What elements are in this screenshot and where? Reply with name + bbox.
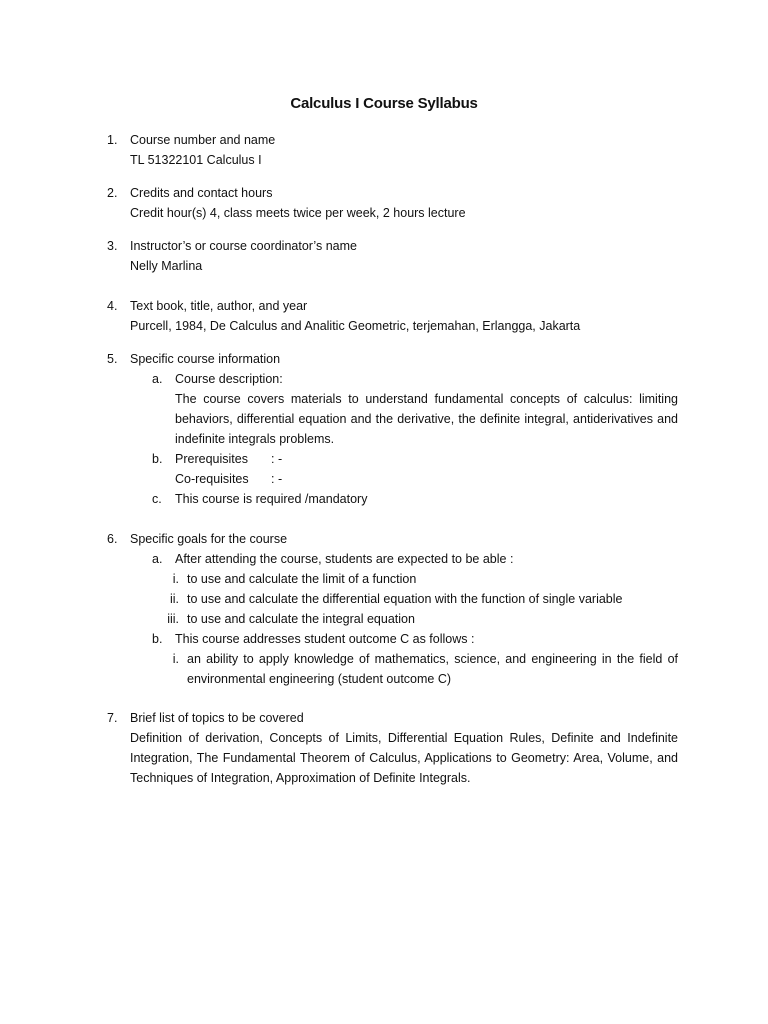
item-6-heading: Specific goals for the course — [130, 532, 288, 546]
item-5b-marker: b. — [152, 452, 163, 466]
goal-iii-text: to use and calculate the integral equation — [187, 612, 415, 626]
item-2-heading: Credits and contact hours — [130, 186, 273, 200]
corequisites-label: Co-requisites — [175, 472, 249, 486]
item-5-number: 5. — [107, 352, 118, 366]
outcome-i-text: an ability to apply knowledge of mathematics, science, and engineering in the field of environmental engineering (student outcome C) — [187, 652, 678, 686]
outcome-intro-text: This course addresses student outcome C as follows : — [175, 632, 475, 646]
course-description-text: The course covers materials to understand fundamental concepts of calculus: limiting behaviors, differential equation and the derivative, the definite integral, antiderivatives and indefinite integrals problems. — [175, 392, 678, 446]
goal-iii-marker: iii. — [167, 612, 179, 626]
course-description-label: Course description: — [175, 372, 283, 386]
item-6-number: 6. — [107, 532, 118, 546]
item-4-value: Purcell, 1984, De Calculus and Analitic Geometric, terjemahan, Erlangga, Jakarta — [130, 319, 581, 333]
item-1-value: TL 51322101 Calculus I — [130, 153, 262, 167]
item-4-number: 4. — [107, 299, 118, 313]
prerequisites-label: Prerequisites — [175, 452, 248, 466]
goals-intro-text: After attending the course, students are expected to be able : — [175, 552, 514, 566]
corequisites-value: : - — [271, 472, 283, 486]
topics-list-text: Definition of derivation, Concepts of Limits, Differential Equation Rules, Definite and Indefinite Integration, The Fundamental Theorem of Calculus, Applications to Geometry: Area, Volume, and Techniques of Integration, Approximation of Definite Integrals. — [130, 731, 678, 785]
goal-ii-marker: ii. — [169, 592, 179, 606]
item-7-number: 7. — [107, 711, 118, 725]
goal-i-marker: i. — [172, 572, 179, 586]
required-course-text: This course is required /mandatory — [175, 492, 368, 506]
item-2-value: Credit hour(s) 4, class meets twice per week, 2 hours lecture — [130, 206, 466, 220]
item-7-heading: Brief list of topics to be covered — [130, 711, 304, 725]
goal-ii-text: to use and calculate the differential equation with the function of single variable — [187, 592, 623, 606]
item-2-number: 2. — [107, 186, 118, 200]
outcome-i-marker: i. — [172, 652, 179, 666]
item-5-heading: Specific course information — [130, 352, 281, 366]
corequisites-row — [175, 469, 282, 489]
goal-i-text: to use and calculate the limit of a function — [187, 572, 417, 586]
item-3-number: 3. — [107, 239, 118, 253]
item-3-value: Nelly Marlina — [130, 259, 203, 273]
item-3-heading: Instructor’s or course coordinator’s name — [130, 239, 357, 253]
item-1-number: 1. — [107, 133, 118, 147]
item-1-heading: Course number and name — [130, 133, 276, 147]
page-title: Calculus I Course Syllabus — [290, 95, 478, 112]
item-6b-marker: b. — [152, 632, 163, 646]
item-4-heading: Text book, title, author, and year — [130, 299, 308, 313]
item-6a-marker: a. — [152, 552, 163, 566]
item-5c-marker: c. — [152, 492, 162, 506]
prerequisites-value: : - — [271, 452, 283, 466]
item-5a-marker: a. — [152, 372, 163, 386]
prerequisites-row — [175, 449, 282, 469]
